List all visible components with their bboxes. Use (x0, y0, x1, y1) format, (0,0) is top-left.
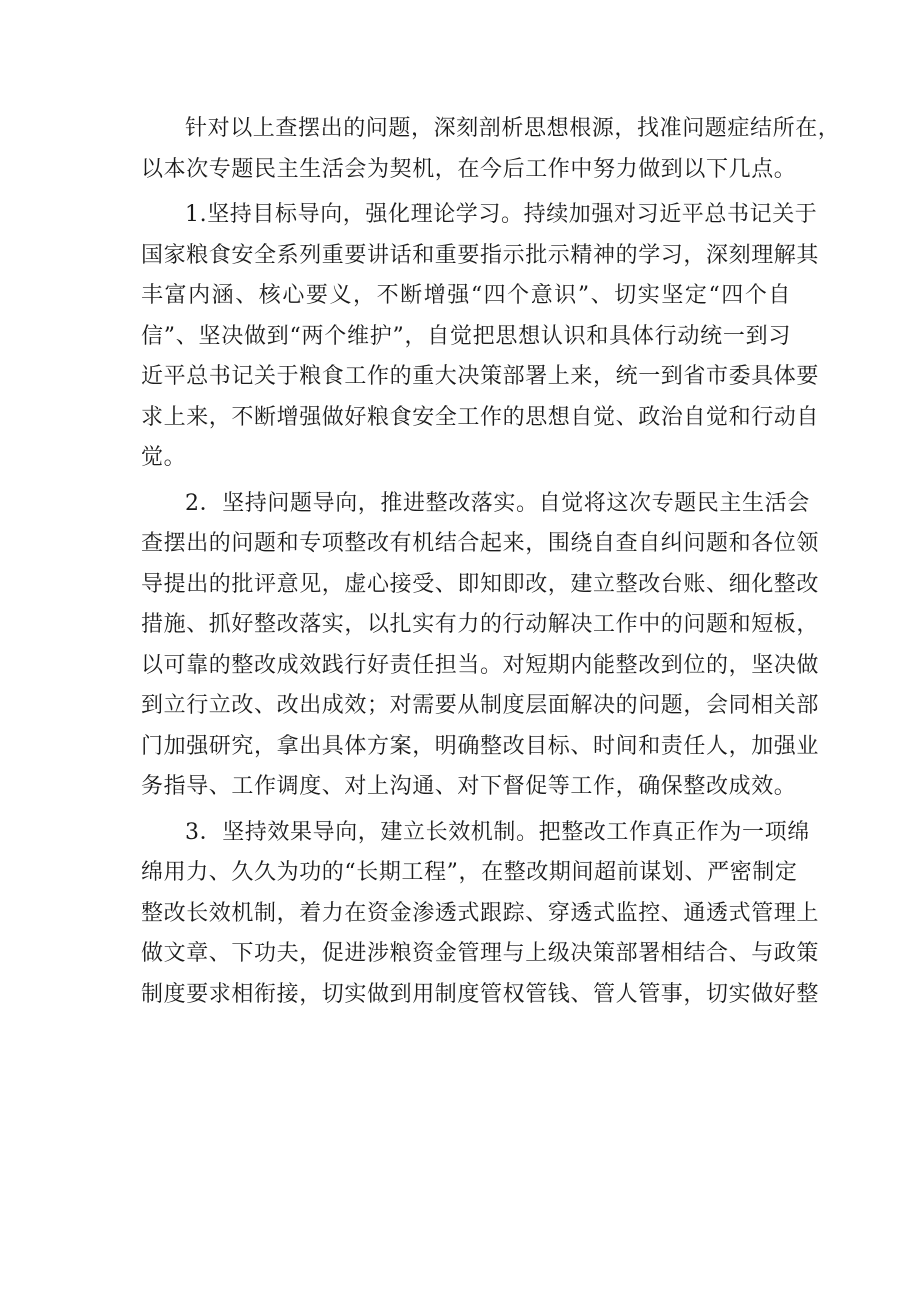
paragraph-item-3 (141, 813, 820, 1016)
text-line: 3．坚持效果导向，建立长效机制。把整改工作真正作为一项绵 (185, 819, 810, 845)
paragraph-item-1 (141, 195, 820, 479)
text-line: 信”、坚决做到“两个维护”，自觉把思想认识和具体行动统一到习 (141, 323, 791, 349)
text-line: 绵用力、久久为功的“长期工程”，在整改期间超前谋划、严密制定 (141, 860, 798, 885)
text-line: 整改长效机制，着力在资金渗透式跟踪、穿透式监控、通透式管理上 (141, 900, 820, 926)
text-line: 门加强研究，拿出具体方案，明确整改目标、时间和责任人，加强业 (141, 733, 820, 759)
text-line: 做文章、下功夫，促进涉粮资金管理与上级决策部署相结合、与政策 (141, 941, 820, 966)
text-line: 到立行立改、改出成效；对需要从制度层面解决的问题，会同相关部 (141, 693, 820, 718)
text-line: 措施、抓好整改落实，以扎实有力的行动解决工作中的问题和短板， (141, 612, 820, 637)
text-line: 务指导、工作调度、对上沟通、对下督促等工作，确保整改成效。 (141, 774, 797, 799)
paragraph-intro (141, 109, 841, 190)
text-line: 丰富内涵、核心要义，不断增强“四个意识”、切实坚定“四个自 (141, 283, 791, 308)
text-line: 针对以上查摆出的问题，深刻剖析思想根源，找准问题症结所在， (185, 116, 841, 141)
text-line: 以可靠的整改成效践行好责任担当。对短期内能整改到位的，坚决做 (141, 652, 820, 678)
text-line: 2．坚持问题导向，推进整改落实。自觉将这次专题民主生活会 (185, 490, 810, 516)
text-line: 查摆出的问题和专项整改有机结合起来，围绕自查自纠问题和各位领 (141, 531, 820, 556)
text-line: 导提出的批评意见，虚心接受、即知即改，建立整改台账、细化整改 (141, 571, 820, 597)
paragraph-item-2 (141, 484, 820, 808)
text-line: 制度要求相衔接，切实做到用制度管权管钱、管人管事，切实做好整 (141, 981, 820, 1007)
text-line: 1.坚持目标导向，强化理论学习。持续加强对习近平总书记关于 (185, 202, 818, 227)
text-line: 以本次专题民主生活会为契机，在今后工作中努力做到以下几点。 (141, 156, 797, 182)
text-line: 觉。 (141, 445, 187, 470)
document-body (141, 109, 841, 1015)
text-line: 近平总书记关于粮食工作的重大决策部署上来，统一到省市委具体要 (141, 364, 820, 389)
text-line: 求上来，不断增强做好粮食安全工作的思想自觉、政治自觉和行动自 (141, 404, 820, 430)
text-line: 国家粮食安全系列重要讲话和重要指示批示精神的学习，深刻理解其 (141, 242, 820, 268)
